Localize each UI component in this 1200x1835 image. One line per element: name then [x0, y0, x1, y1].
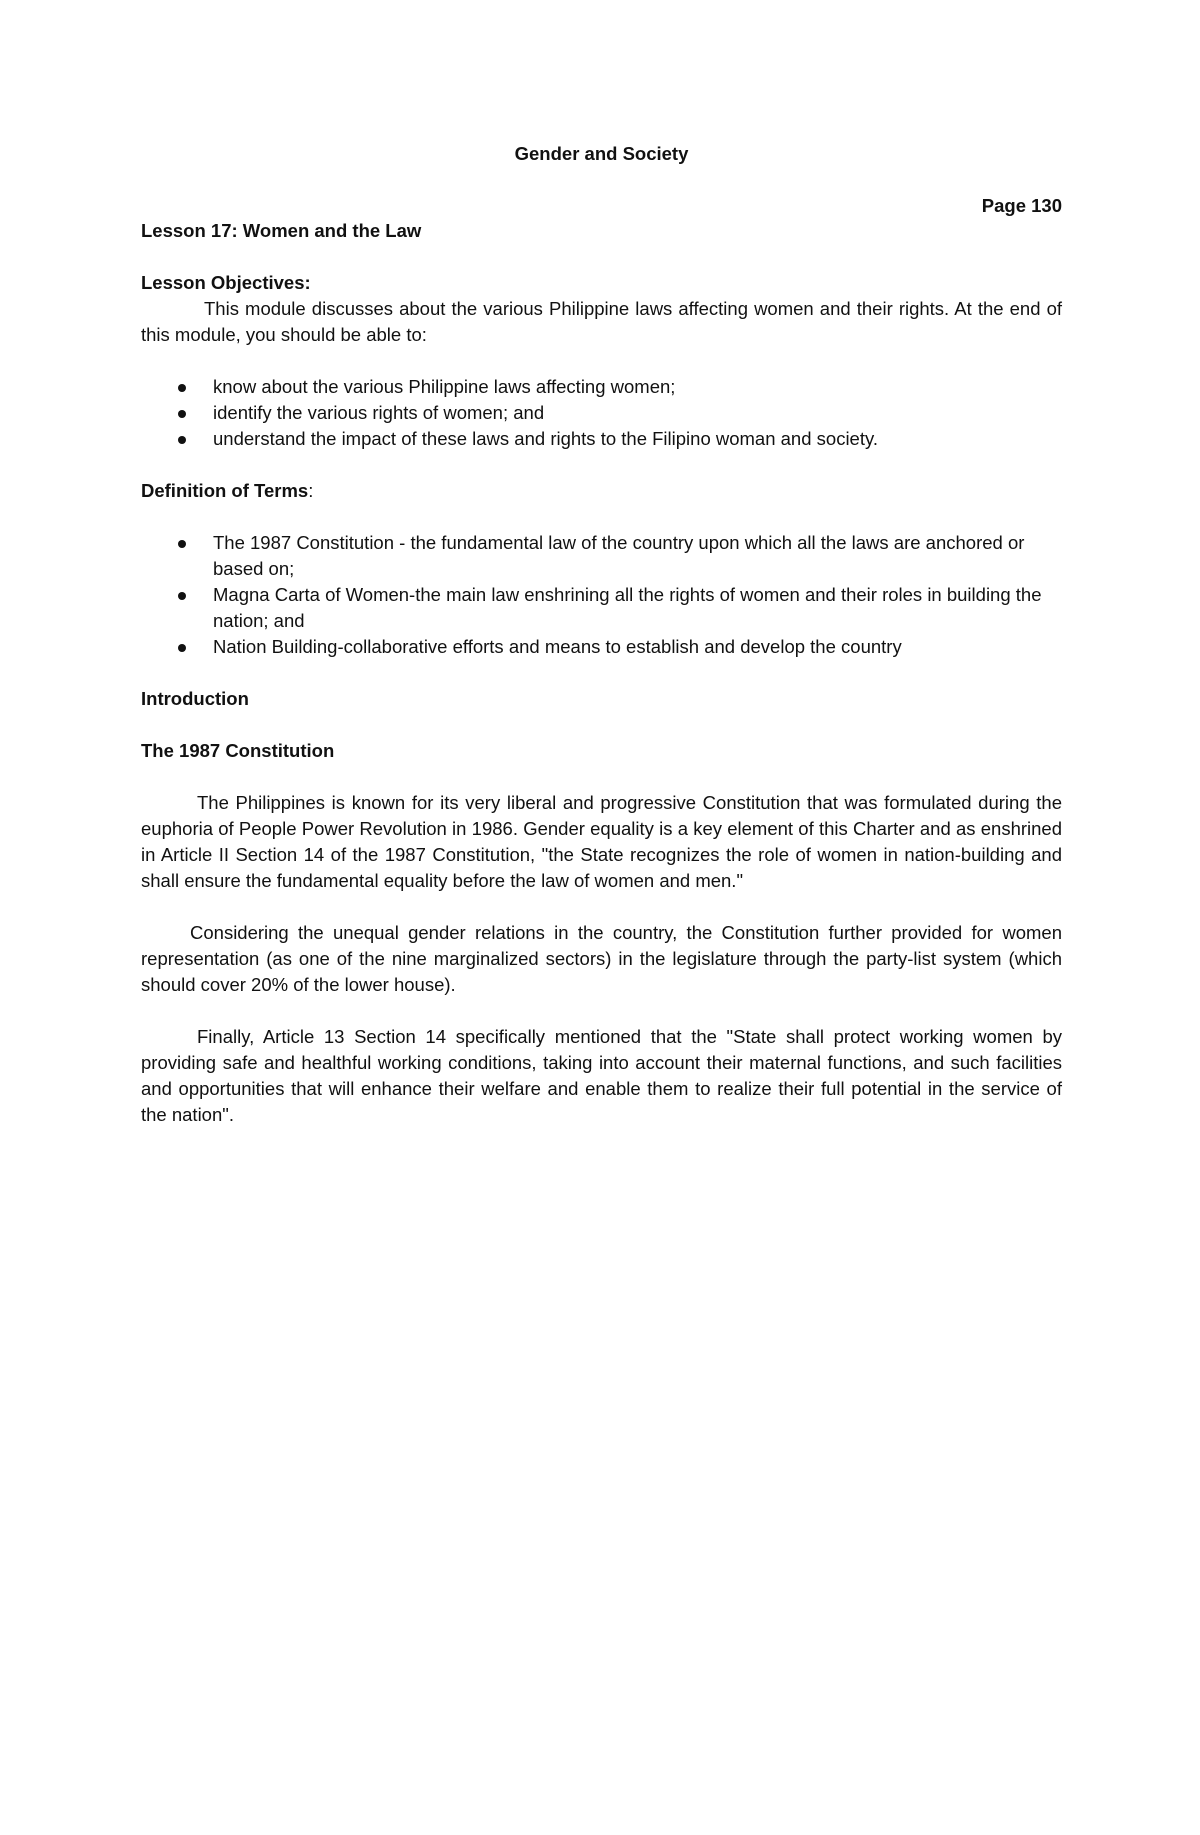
list-item — [141, 374, 1062, 400]
body-paragraph: Considering the unequal gender relations in the country, the Constitution further provided for women representation (as one of the nine marginalized sectors) in the legislature through the party-list system (which should cover 20% of the lower house). — [141, 922, 1062, 995]
list-item — [141, 426, 1062, 452]
objectives-list — [141, 374, 1062, 452]
introduction-heading: Introduction — [141, 688, 249, 709]
document-body — [141, 270, 1062, 1128]
list-item — [141, 400, 1062, 426]
definition-text: Nation Building-collaborative efforts and means to establish and develop the country — [213, 636, 902, 657]
objective-text: understand the impact of these laws and rights to the Filipino woman and society. — [213, 428, 878, 449]
lesson-title: Lesson 17: Women and the Law — [141, 220, 422, 241]
bullet-icon — [178, 384, 186, 392]
document-title: Gender and Society — [514, 143, 689, 164]
constitution-heading: The 1987 Constitution — [141, 740, 335, 761]
definition-text: The 1987 Constitution - the fundamental law of the country upon which all the laws are anchored or based on; — [213, 532, 1025, 579]
definitions-heading-text: Definition of Terms — [141, 480, 309, 501]
body-paragraph: The Philippines is known for its very liberal and progressive Constitution that was formulated during the euphoria of People Power Revolution in 1986. Gender equality is a key element of this Charter and as enshrined in Article II Section 14 of the 1987 Constitution, "the State recognizes the role of women in nation-building and shall ensure the fundamental equality before the law of women and men." — [141, 792, 1062, 891]
definition-text: Magna Carta of Women-the main law enshrining all the rights of women and their roles in building the nation; and — [213, 584, 1042, 631]
objective-text: know about the various Philippine laws affecting women; — [213, 376, 676, 397]
page-number: Page 130 — [981, 195, 1062, 216]
bullet-icon — [178, 644, 186, 652]
bullet-icon — [178, 592, 186, 600]
objectives-heading: Lesson Objectives: — [141, 272, 311, 293]
body-paragraph: Finally, Article 13 Section 14 specifically mentioned that the "State shall protect working women by providing safe and healthful working conditions, taking into account their maternal functions, and such facilities and opportunities that will enhance their welfare and enable them to realize their full potential in the service of the nation". — [141, 1026, 1062, 1125]
bullet-icon — [178, 410, 186, 418]
bullet-icon — [178, 436, 186, 444]
objective-text: identify the various rights of women; and — [213, 402, 545, 423]
bullet-icon — [178, 540, 186, 548]
definitions-heading — [141, 478, 1062, 504]
definitions-list — [141, 530, 1062, 660]
list-item — [141, 634, 1062, 660]
objectives-intro: This module discusses about the various Philippine laws affecting women and their rights. At the end of this module, you should be able to: — [141, 298, 1062, 345]
list-item — [141, 530, 1062, 582]
list-item — [141, 582, 1062, 634]
definitions-heading-colon: : — [308, 480, 314, 501]
